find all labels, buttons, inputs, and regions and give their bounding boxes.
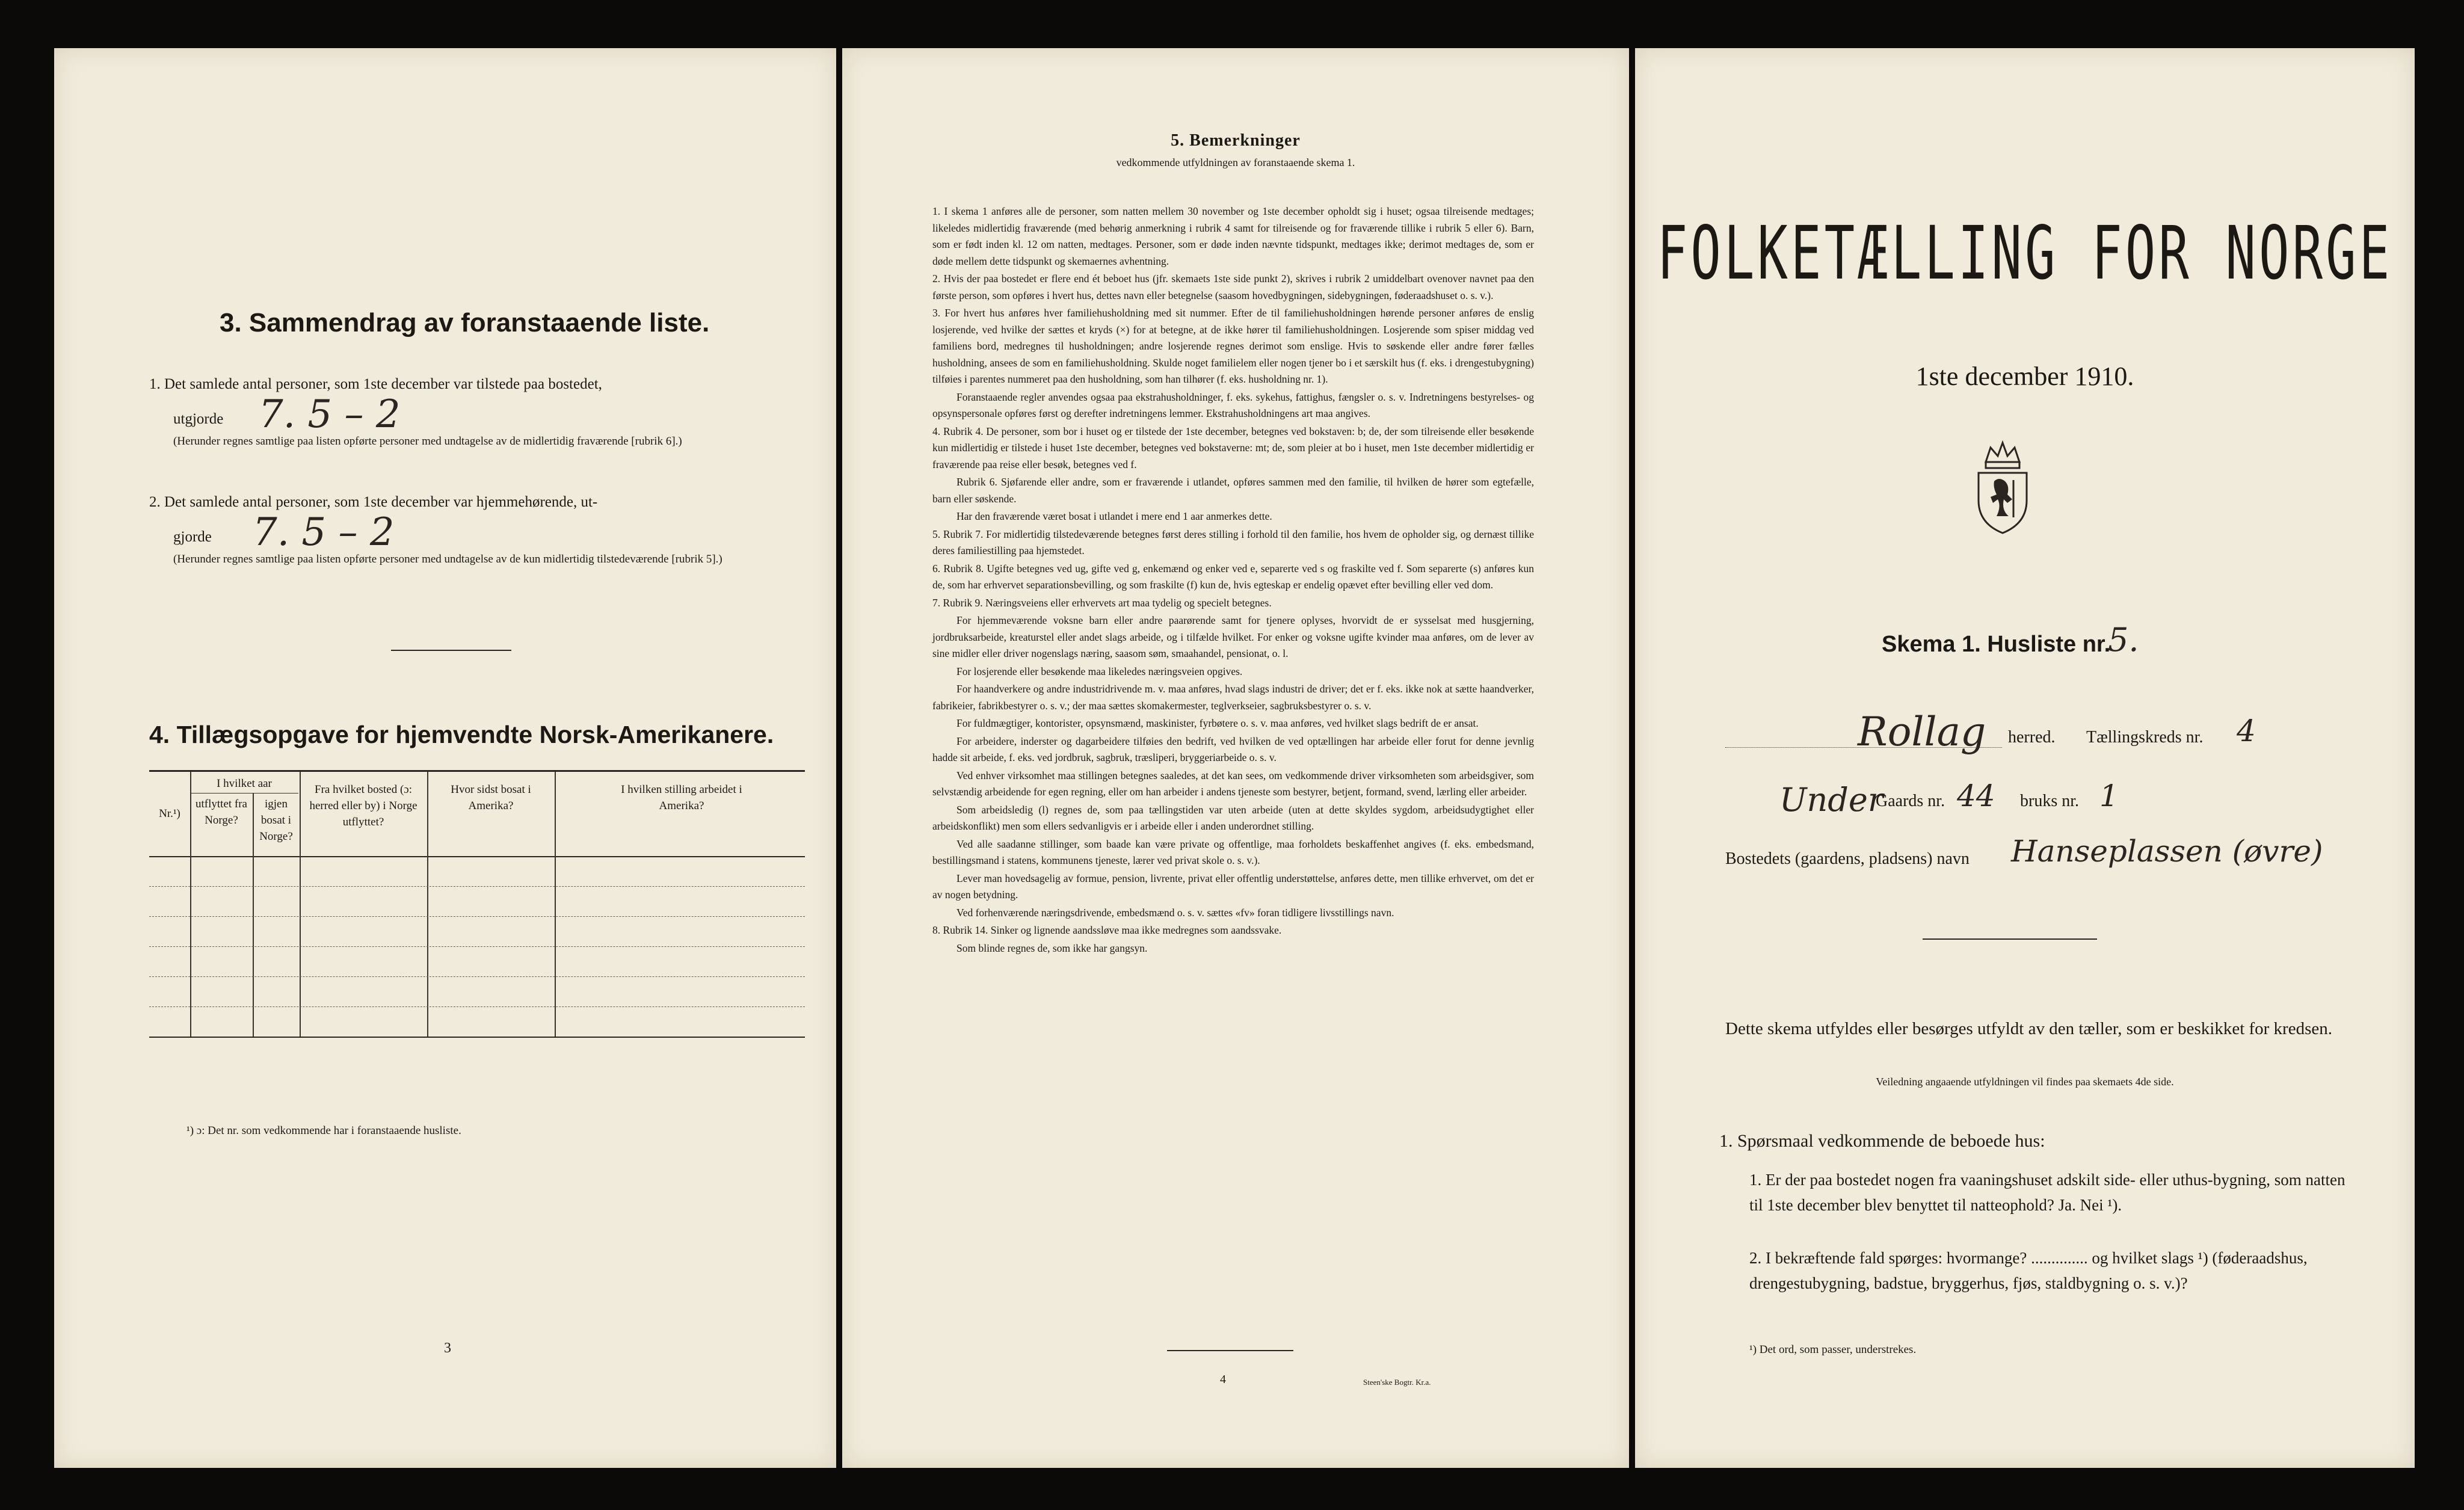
col-divider	[555, 772, 556, 1037]
remark-item: Som arbeidsledig (l) regnes de, som paa tællingstiden var uten arbeide (uten at dette skyldes sygdom, arbeidsudygtighet eller arbeidskonflikt) men som ellers sedvanligvis er i arbeide eller i anden underordnet stilling.	[932, 803, 1534, 832]
col-igjen-header: igjen bosat i Norge?	[259, 798, 293, 843]
bruk-handwriting: 1	[2099, 778, 2119, 813]
remark-item: 5. Rubrik 7. For midlertidig tilstedeværende betegnes først deres stilling i forhold til den familie, hos hvem de opholder sig, og dernæst tillike deres familiestilling paa hjemstedet.	[932, 528, 1534, 556]
kreds-label: Tællingskreds nr.	[2086, 728, 2204, 747]
herred-handwriting: Rollag	[1858, 709, 1986, 755]
table-row	[149, 976, 805, 978]
kreds-handwriting: 4	[2237, 713, 2256, 748]
table-header	[149, 772, 805, 857]
item-1-text: 1. Det samlede antal personer, som 1ste december var tilstede paa bostedet,	[149, 376, 602, 392]
herred-label: herred.	[2008, 728, 2056, 747]
remark-item: 8. Rubrik 14. Sinker og lignende aandssløve maa ikke medregnes som aandssvake.	[932, 924, 1282, 936]
remark-item: For arbeidere, inderster og dagarbeidere tilføies den bedrift, ved hvilken de ved optællingen har arbeide eller forut for denne jevnlig hadde sit arbeide, f. eks. ved jordbruk, sagbruk, træsliperi, bryggeriarbeide o. s. v.	[932, 735, 1534, 763]
census-date: 1ste december 1910.	[1915, 362, 2134, 391]
group-header: I hvilket aar	[190, 775, 298, 794]
question-1: 1. Er der paa bostedet nogen fra vaaningshuset adskilt side- eller uthus-bygning, som natten til 1ste december blev benyttet til natteophold? Ja. Nei ¹).	[1749, 1171, 2345, 1214]
remarks-subtitle: vedkommende utfyldningen av foranstaaende skema 1.	[1116, 156, 1355, 168]
gaard-label: Gaards nr.	[1876, 792, 1945, 810]
page-right	[1635, 48, 2415, 1468]
herred-line	[1725, 747, 2002, 748]
table-row	[149, 946, 805, 948]
remark-item: 4. Rubrik 4. De personer, som bor i huset og er tilstede der 1ste december, betegnes ved bokstaven: b; de, der som tilreisende eller besøkende kun midlertidig er tilstede i huset 1ste december, betegnes ved bokstaverne: mt; de, som pleier at bo i huset, men 1ste december midlertidig er fraværende paa reise eller besøk, betegnes ved f.	[932, 425, 1534, 470]
remark-item: Som blinde regnes de, som ikke har gangsyn.	[956, 941, 1148, 954]
printer-mark: Steen'ske Bogtr. Kr.a.	[1363, 1378, 1431, 1387]
remark-item: 1. I skema 1 anføres alle de personer, som natten mellem 30 november og 1ste december opholdt sig i huset; ogsaa tilreisende medtages; likeledes midlertidig fraværende (med behørig anmerkning i rubrik 4 samt for tilreisende og for fraværende tillike i rubrik 5 eller 6). Barn, som er født inden kl. 12 om natten, medtages. Personer, som er døde inden nævnte tidspunkt, medtages ikke; derimot medtages de, som er døde mellem dette tidspunkt og skemaernes avhentning.	[932, 205, 1534, 267]
bruk-label: bruks nr.	[2020, 792, 2079, 810]
table-row	[149, 916, 805, 917]
census-title: FOLKETÆLLING FOR NORGE	[1657, 211, 2393, 297]
col-fra-header: Fra hvilket bosted (ɔ: herred eller by) i Norge utflyttet?	[309, 783, 417, 828]
item-1-label: utgjorde	[173, 411, 224, 427]
question-header: 1. Spørsmaal vedkommende de beboede hus:	[1719, 1131, 2045, 1151]
bosted-label: Bostedets (gaardens, pladsens) navn	[1725, 849, 1970, 868]
remark-item: For fuldmægtiger, kontorister, opsynsmænd, maskinister, fyrbøtere o. s. v. maa anføres, ved hvilket slags bedrift de er ansat.	[956, 717, 1479, 729]
remark-item: For losjerende eller besøkende maa likeledes næringsveien opgives.	[956, 665, 1243, 677]
footnote: ¹) Det ord, som passer, understrekes.	[1749, 1343, 1917, 1356]
item-2-handwriting: 7. 5 – 2	[253, 510, 395, 555]
skema-label: Skema 1. Husliste nr.	[1882, 632, 2111, 657]
gaard-no-handwriting: 44	[1957, 778, 1995, 813]
item-2-label: gjorde	[173, 529, 212, 545]
remark-item: Ved enhver virksomhet maa stillingen betegnes saaledes, at det kan sees, om vedkommende driver virksomheten som arbeidsgiver, som selvstændig arbeidende for egen regning, eller om han arbeider i andens tjeneste som bestyrer, betjent, formand, svend, lærling eller arbeider.	[932, 769, 1534, 798]
remark-item: Har den fraværende været bosat i utlandet i mere end 1 aar anmerkes dette.	[956, 510, 1272, 522]
question-2: 2. I bekræftende fald spørges: hvormange? .............. og hvilket slags ¹) (føderaadshus, drengestubygning, badstue, bryggerhus, fjøs, staldbygning o. s. v.)?	[1749, 1249, 2308, 1292]
col-stilling-header: I hvilken stilling arbeidet i Amerika?	[621, 783, 742, 812]
item-1-handwriting: 7. 5 – 2	[259, 392, 401, 437]
table-row	[149, 1006, 805, 1008]
divider	[391, 650, 511, 651]
remark-item: For haandverkere og andre industridrivende m. v. maa anføres, hvad slags industri de driver; det er f. eks. ikke nok at sætte haandverker, fabrikeier, fabrikbestyrer o. s. v.; der maa sættes skomakermester, teglverkseier, sagbruksbestyrer o. s. v.	[932, 683, 1534, 712]
divider	[1923, 938, 2097, 940]
col-hvor-header: Hvor sidst bosat i Amerika?	[451, 783, 531, 812]
instruction-text: Dette skema utfyldes eller besørges utfyldt av den tæller, som er beskikket for kredsen.	[1725, 1019, 2332, 1038]
remark-item: 7. Rubrik 9. Næringsveiens eller erhvervets art maa tydelig og specielt betegnes.	[932, 596, 1272, 609]
col-utflyttet-header: utflyttet fra Norge?	[196, 798, 247, 827]
husliste-handwriting: 5.	[2108, 621, 2139, 659]
remark-item: 6. Rubrik 8. Ugifte betegnes ved ug, gifte ved g, enkemænd og enker ved e, separerte ved s og fraskilte ved f. Som separerte (s) anføres kun de, som har erhvervet separationsbevilling, og som fraskilte (f) kun de, hvis egteskap er endelig opævet efter bevilling eller ved dom.	[932, 562, 1534, 591]
page-left	[54, 48, 836, 1468]
page-number: 4	[1220, 1373, 1226, 1386]
page-number: 3	[444, 1340, 451, 1356]
section-4-title: 4. Tillægsopgave for hjemvendte Norsk-Amerikanere.	[149, 721, 774, 748]
remark-item: Rubrik 6. Sjøfarende eller andre, som er fraværende i utlandet, opføres sammen med den familie, til hvilken de hører som egtefælle, barn eller søskende.	[932, 476, 1534, 505]
remark-item: For hjemmeværende voksne barn eller andre paarørende samt for tjenere oplyses, hvorvidt de er sysselsat med husgjerning, jordbruksarbeide, kreaturstel eller andet slags arbeide, og i tilfælde hvilket. For enker og voksne ugifte kvinder maa anføres, om de lever av sine midler eller driver nogenslags næring, saasom søm, smaahandel, pensionat, o. l.	[932, 614, 1534, 659]
item-1-note: (Herunder regnes samtlige paa listen opførte personer med undtagelse av de midlertidig fraværende [rubrik 6].)	[173, 435, 682, 448]
norsk-amerikanere-table	[149, 770, 805, 1038]
remark-item: Ved forhenværende næringsdrivende, embedsmænd o. s. v. sættes «fv» foran tidligere livsstillings navn.	[956, 906, 1394, 919]
remark-item: 3. For hvert hus anføres hver familiehusholdning med sit nummer. Efter de til familiehusholdningen hørende personer anføres de enslig losjerende, ved hvilke der sættes et kryds (×) for at betegne, at de ikke hører til familiehusholdningen. Losjerende som spiser middag ved familiens bord, medregnes til husholdningen; andre losjerende regnes derimot som enslige. Hvis to søskende eller andre fører fælles husholdning, ansees de som en familiehusholdning. Skulde noget familielem eller nogen tjener bo i et særskilt hus (f. eks. i drengestubygning) tilføies i parentes nummeret paa den husholdning, som han tilhører (f. eks. husholdning nr. 1).	[932, 307, 1534, 385]
instruction-note: Veiledning angaaende utfyldningen vil findes paa skemaets 4de side.	[1876, 1076, 2174, 1088]
page-middle	[842, 48, 1629, 1468]
table-row	[149, 886, 805, 887]
bosted-handwriting: Hanseplassen (øvre)	[2011, 834, 2323, 869]
remarks-title: 5. Bemerkninger	[1171, 131, 1301, 150]
remark-item: Lever man hovedsagelig av formue, pension, livrente, privat eller offentlig understøttelse, anføres dette, men tillike erhvervet, om det er av nogen betydning.	[932, 872, 1534, 901]
item-2-note: (Herunder regnes samtlige paa listen opførte personer med undtagelse av de kun midlertidig tilstedeværende [rubrik 5].)	[173, 553, 722, 565]
remark-item: Foranstaaende regler anvendes ogsaa paa ekstrahusholdninger, f. eks. sykehus, fattighus, fængsler o. s. v. Indretningens bestyrelses- og opsynspersonale opføres først og derefter indretningens lemmer. Ekstrahusholdningens art maa angives.	[932, 390, 1534, 419]
remark-item: Ved alle saadanne stillinger, som baade kan være private og offentlige, maa forholdets beskaffenhet angives (f. eks. embedsmand, bestillingsmand i statens, kommunens tjeneste, lærer ved privat skole o. s. v.).	[932, 837, 1534, 866]
col-nr-header: Nr.¹)	[159, 807, 180, 820]
remark-item: 2. Hvis der paa bostedet er flere end ét beboet hus (jfr. skemaets 1ste side punkt 2), skrives i rubrik 2 umiddelbart ovenover navnet paa den første person, som opføres i hvert hus, dettes navn eller betegnelse (saasom hovedbygningen, sidebygningen, føderaadshuset o. s. v.).	[932, 273, 1534, 301]
coat-of-arms-icon	[1973, 439, 2033, 535]
item-2-text: 2. Det samlede antal personer, som 1ste december var hjemmehørende, ut-	[149, 494, 598, 510]
remarks-list	[932, 203, 1534, 958]
gaard-handwriting: Under	[1779, 781, 1883, 819]
footnote: ¹) ɔ: Det nr. som vedkommende har i foranstaaende husliste.	[186, 1124, 461, 1137]
divider	[1167, 1350, 1293, 1351]
section-3-title: 3. Sammendrag av foranstaaende liste.	[220, 308, 710, 337]
